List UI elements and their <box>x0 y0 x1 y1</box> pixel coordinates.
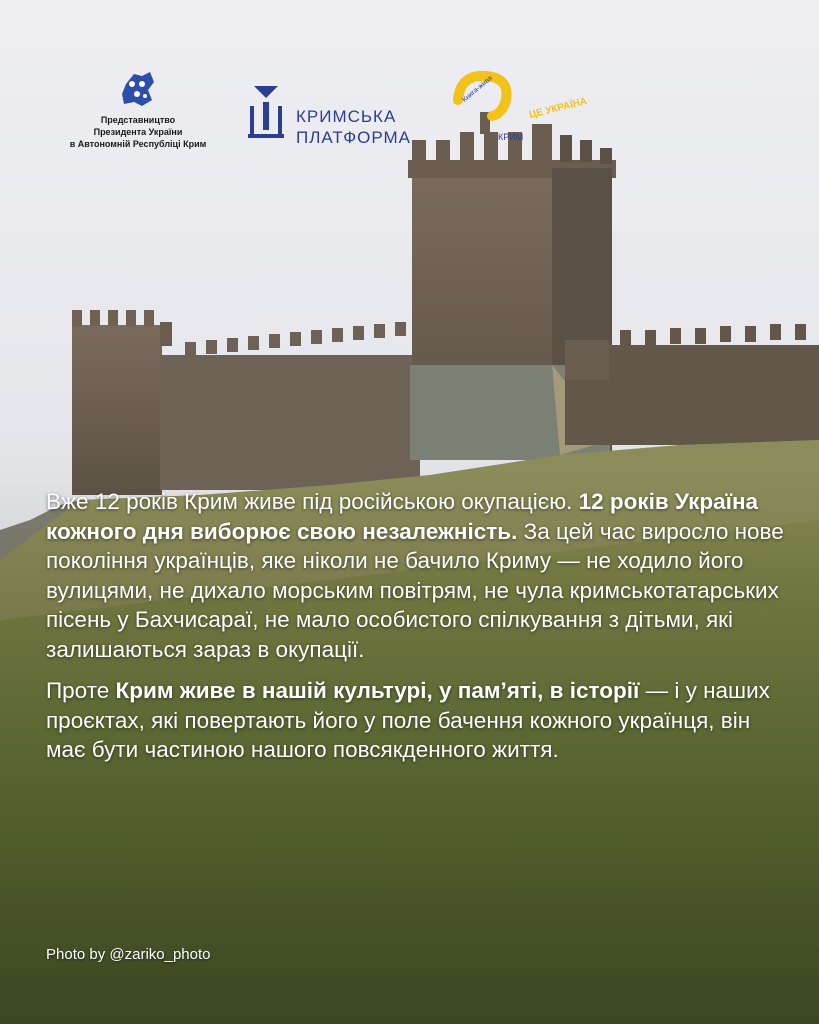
presidential-office-logo <box>58 70 218 150</box>
paragraph-2 <box>46 676 786 765</box>
platform-name <box>296 106 411 148</box>
left-tower <box>72 310 172 495</box>
platform-name-line-1: КРИМСЬКА <box>296 107 397 126</box>
office-caption-line-2: Президента України <box>93 127 183 137</box>
office-caption-line-3: в Автономній Республіці Крим <box>69 139 207 149</box>
right-wall <box>565 324 819 445</box>
para2-lead: Проте <box>46 678 116 703</box>
office-caption-line-1: Представництво <box>100 115 176 125</box>
question-word: КРИМ <box>498 132 524 142</box>
para2-bold: Крим живе в нашій культурі, у пам’яті, в історії <box>115 678 640 703</box>
para1-rest: За цей час виросло нове покоління українців, яке ніколи не бачило Криму — не ходило його вулицями, не дихало морським повітрям, не чула кримськотатарських пісень у Бахчисараї, не мало особистого спілкування з дітьми, які залишаються зараз в окупації. <box>46 518 784 662</box>
platform-mark-icon <box>246 84 286 140</box>
paragraph-1 <box>46 487 786 664</box>
platform-name-line-2: ПЛАТФОРМА <box>296 128 412 147</box>
para1-bold: 12 років Україна кожного дня виборює свою незалежність. <box>46 489 759 544</box>
post-body <box>46 487 786 765</box>
curtain-wall <box>160 322 420 490</box>
logo-bar <box>0 70 819 170</box>
crimea-is-ukraine-logo <box>448 70 608 150</box>
arc-text: Книга-жива <box>461 74 494 104</box>
para1-lead: Вже 12 років Крим живе під російською окупацією. <box>46 489 579 514</box>
right-text: ЦЕ УКРАЇНА <box>528 95 589 121</box>
para2-rest: — і у наших проєктах, які повертають його у поле бачення кожного українця, він має бути частиною нашого повсякденного життя. <box>46 678 770 762</box>
crimea-emblem-icon <box>120 70 156 108</box>
photo-credit: Photo by @zariko_photo <box>46 946 211 963</box>
